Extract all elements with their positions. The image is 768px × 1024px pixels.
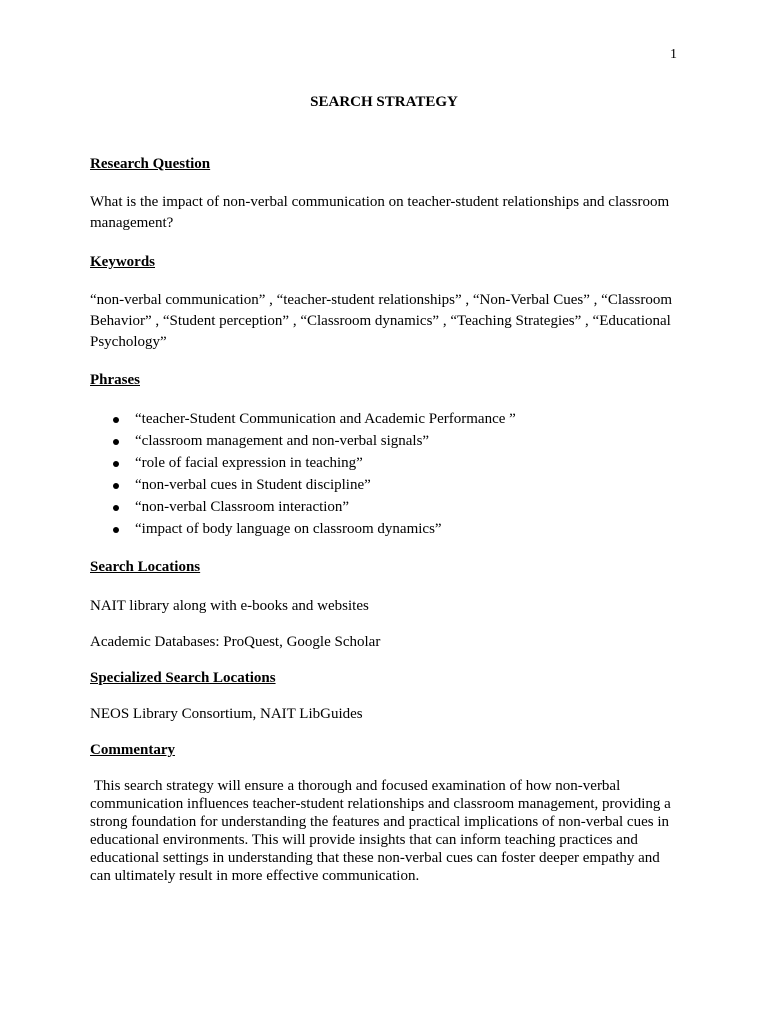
search-locations-line-1: NAIT library along with e-books and websites [90,598,369,614]
keywords-text: “non-verbal communication” , “teacher-student relationships” , “Non-Verbal Cues” , “Classroom Behavior” , “Student perception” , “Classroom dynamics” , “Teaching Strategies” , “Educational Psychology” [90,292,673,350]
commentary-heading: Commentary [90,742,175,758]
phrases-heading: Phrases [90,372,140,388]
research-question-heading: Research Question [90,156,211,172]
specialized-search-locations-text: NEOS Library Consortium, NAIT LibGuides [90,706,363,722]
phrase-text: “impact of body language on classroom dynamics” [135,521,442,537]
search-locations-heading: Search Locations [90,559,201,575]
bullet-icon [113,483,119,489]
list-item [90,497,680,519]
bullet-icon [113,505,119,511]
list-item [90,453,680,475]
phrase-text: “classroom management and non-verbal signals” [135,433,430,449]
phrase-text: “role of facial expression in teaching” [135,455,363,471]
page-number: 1 [670,47,677,62]
phrase-text: “non-verbal Classroom interaction” [135,499,350,515]
bullet-icon [113,417,119,423]
list-item [90,409,680,431]
search-locations-line-2: Academic Databases: ProQuest, Google Scholar [90,634,381,650]
list-item [90,431,680,453]
phrase-text: “non-verbal cues in Student discipline” [135,477,371,493]
list-item [90,475,680,497]
bullet-icon [113,527,119,533]
keywords-heading: Keywords [90,254,155,270]
specialized-search-locations-heading: Specialized Search Locations [90,670,276,686]
phrase-text: “teacher-Student Communication and Academic Performance ” [135,411,516,427]
bullet-icon [113,439,119,445]
list-item [90,519,680,541]
document-title: SEARCH STRATEGY [310,94,458,110]
phrases-list [90,409,680,541]
commentary-text: This search strategy will ensure a thorough and focused examination of how non-verbal communication influences teacher-student relationships and classroom management, providing a strong foundation for understanding the features and practical implications of non-verbal cues in educational environments. This will provide insights that can inform teaching practices and educational settings in understanding that these non-verbal cues can foster deeper empathy and can ultimately result in more effective communication. [90,778,675,884]
research-question-text: What is the impact of non-verbal communication on teacher-student relationships and classroom management? [90,194,670,231]
bullet-icon [113,461,119,467]
